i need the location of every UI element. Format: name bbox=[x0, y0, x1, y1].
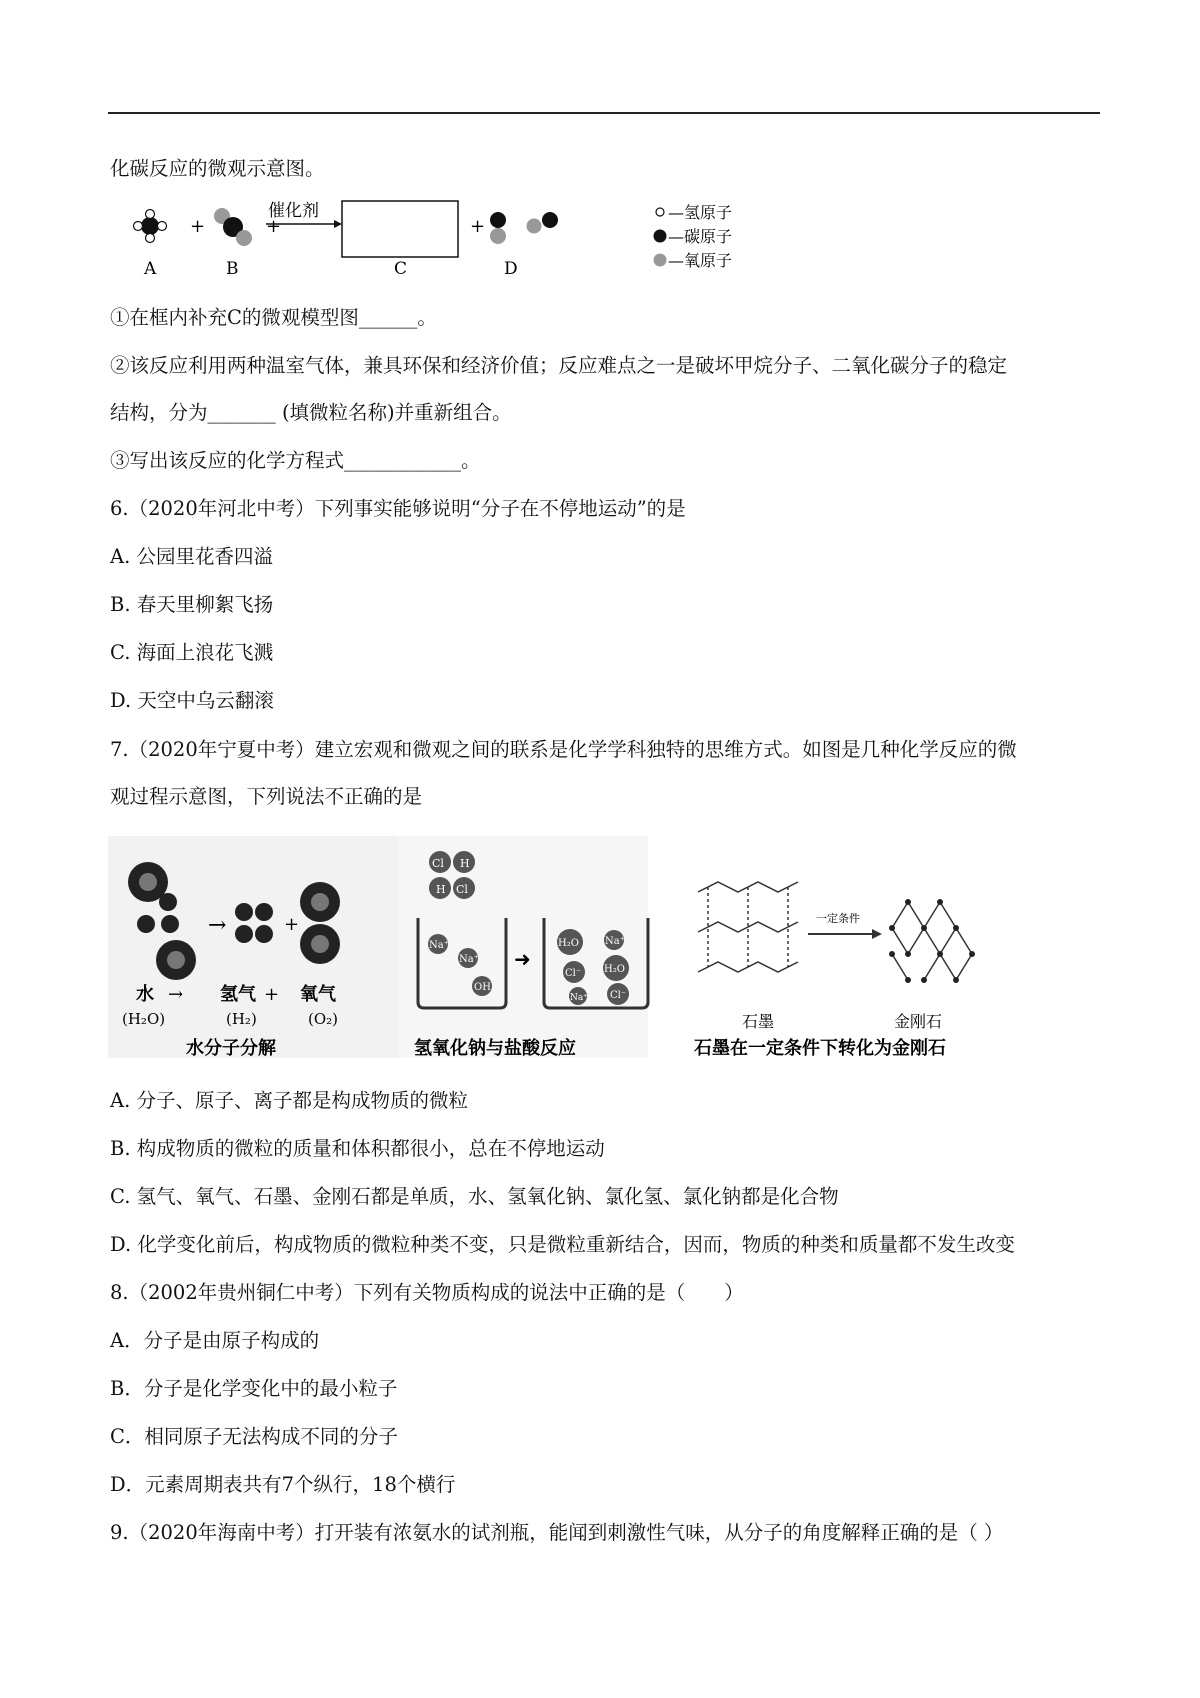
svg-text:Na⁺: Na⁺ bbox=[605, 936, 625, 947]
q5-intro: 化碳反应的微观示意图。 bbox=[110, 157, 325, 180]
q7-option-d: D. 化学变化前后，构成物质的微粒种类不变，只是微粒重新结合，因而，物质的种类和质量都不发生改变 bbox=[110, 1233, 1015, 1256]
svg-text:Cl⁻: Cl⁻ bbox=[565, 968, 582, 979]
q8-option-d: D．元素周期表共有7个纵行，18个横行 bbox=[110, 1473, 456, 1496]
plus-1: + bbox=[190, 216, 206, 237]
box-c bbox=[342, 201, 458, 257]
svg-text:一定条件: 一定条件 bbox=[816, 912, 860, 925]
q5-part2b: 结构，分为_______ (填微粒名称)并重新组合。 bbox=[110, 401, 512, 424]
svg-text:+: + bbox=[284, 914, 300, 935]
diamond-label: 金刚石 bbox=[894, 1012, 943, 1031]
svg-text:氢气: 氢气 bbox=[220, 984, 256, 1005]
q7-stem-line1: 7.（2020年宁夏中考）建立宏观和微观之间的联系是化学学科独特的思维方式。如图是几种化学反应的微 bbox=[110, 738, 1017, 761]
q7-option-a: A. 分子、原子、离子都是构成物质的微粒 bbox=[110, 1089, 468, 1112]
legend-oxygen: —氧原子 bbox=[668, 251, 733, 270]
graphite-label: 石墨 bbox=[742, 1012, 775, 1031]
svg-text:(O₂): (O₂) bbox=[308, 1010, 339, 1028]
svg-text:Na⁺: Na⁺ bbox=[570, 993, 588, 1003]
label-b: B bbox=[226, 259, 239, 279]
svg-text:+: + bbox=[264, 984, 280, 1005]
legend bbox=[654, 203, 733, 270]
svg-text:H: H bbox=[436, 883, 446, 896]
q7-stem-line2: 观过程示意图，下列说法不正确的是 bbox=[110, 785, 423, 808]
q5-part1: ①在框内补充C的微观模型图______。 bbox=[110, 306, 437, 329]
legend-carbon: —碳原子 bbox=[668, 227, 733, 246]
q6-option-b: B. 春天里柳絮飞扬 bbox=[110, 593, 274, 616]
q6-option-d: D. 天空中乌云翻滚 bbox=[110, 689, 274, 712]
q8-stem: 8.（2002年贵州铜仁中考）下列有关物质构成的说法中正确的是（ ） bbox=[110, 1281, 744, 1304]
label-c: C bbox=[394, 259, 408, 279]
q8-option-c: C．相同原子无法构成不同的分子 bbox=[110, 1425, 398, 1448]
reaction-diagram bbox=[120, 196, 760, 282]
svg-text:水: 水 bbox=[136, 984, 154, 1005]
header-rule bbox=[108, 112, 1100, 114]
svg-text:OH: OH bbox=[474, 982, 491, 993]
plus-2: + bbox=[266, 216, 282, 237]
svg-text:Na⁺: Na⁺ bbox=[429, 940, 449, 951]
plus-3: + bbox=[470, 216, 486, 237]
svg-text:氧气: 氧气 bbox=[300, 984, 336, 1005]
panel1-caption: 水分子分解 bbox=[186, 1038, 276, 1059]
q6-stem: 6.（2020年河北中考）下列事实能够说明“分子在不停地运动”的是 bbox=[110, 497, 686, 520]
svg-text:Cl⁻: Cl⁻ bbox=[610, 990, 627, 1001]
q9-stem: 9.（2020年海南中考）打开装有浓氨水的试剂瓶，能闻到刺激性气味，从分子的角度解释正确的是（ ） bbox=[110, 1521, 1004, 1544]
svg-text:Cl: Cl bbox=[456, 883, 468, 896]
q6-option-c: C. 海面上浪花飞溅 bbox=[110, 641, 274, 664]
svg-text:Na⁺: Na⁺ bbox=[459, 954, 479, 965]
molecule-b bbox=[214, 208, 252, 246]
label-a: A bbox=[144, 259, 157, 279]
svg-text:H₂O: H₂O bbox=[604, 964, 625, 975]
arrow-label: 催化剂 bbox=[268, 201, 319, 221]
q6-option-a: A. 公园里花香四溢 bbox=[110, 545, 273, 568]
molecule-d bbox=[490, 212, 558, 244]
svg-text:(H₂O): (H₂O) bbox=[122, 1010, 166, 1028]
svg-text:→: → bbox=[168, 984, 184, 1005]
svg-text:H₂O: H₂O bbox=[558, 938, 579, 949]
legend-hydrogen: —氢原子 bbox=[668, 203, 733, 222]
q7-option-c: C. 氢气、氧气、石墨、金刚石都是单质，水、氢氧化钠、氯化氢、氯化钠都是化合物 bbox=[110, 1185, 839, 1208]
panel-neutralization bbox=[398, 836, 648, 1059]
q8-option-b: B．分子是化学变化中的最小粒子 bbox=[110, 1377, 398, 1400]
label-d: D bbox=[504, 259, 518, 279]
svg-text:(H₂): (H₂) bbox=[226, 1010, 257, 1028]
svg-text:H: H bbox=[460, 857, 470, 870]
q7-option-b: B. 构成物质的微粒的质量和体积都很小，总在不停地运动 bbox=[110, 1137, 605, 1160]
molecule-a bbox=[134, 210, 167, 243]
svg-text:→: → bbox=[208, 913, 227, 938]
svg-text:Cl: Cl bbox=[432, 857, 444, 870]
panel-water-decomposition bbox=[108, 836, 398, 1059]
q7-figure bbox=[108, 832, 988, 1062]
q8-option-a: A．分子是由原子构成的 bbox=[110, 1329, 320, 1352]
q5-part3: ③写出该反应的化学方程式____________。 bbox=[110, 449, 481, 472]
panel3-caption: 石墨在一定条件下转化为金刚石 bbox=[694, 1038, 946, 1059]
q5-part2a: ②该反应利用两种温室气体，兼具环保和经济价值；反应难点之一是破坏甲烷分子、二氧化碳分子的稳定 bbox=[110, 354, 1008, 377]
panel2-caption: 氢氧化钠与盐酸反应 bbox=[414, 1038, 576, 1059]
svg-text:➜: ➜ bbox=[514, 947, 531, 971]
